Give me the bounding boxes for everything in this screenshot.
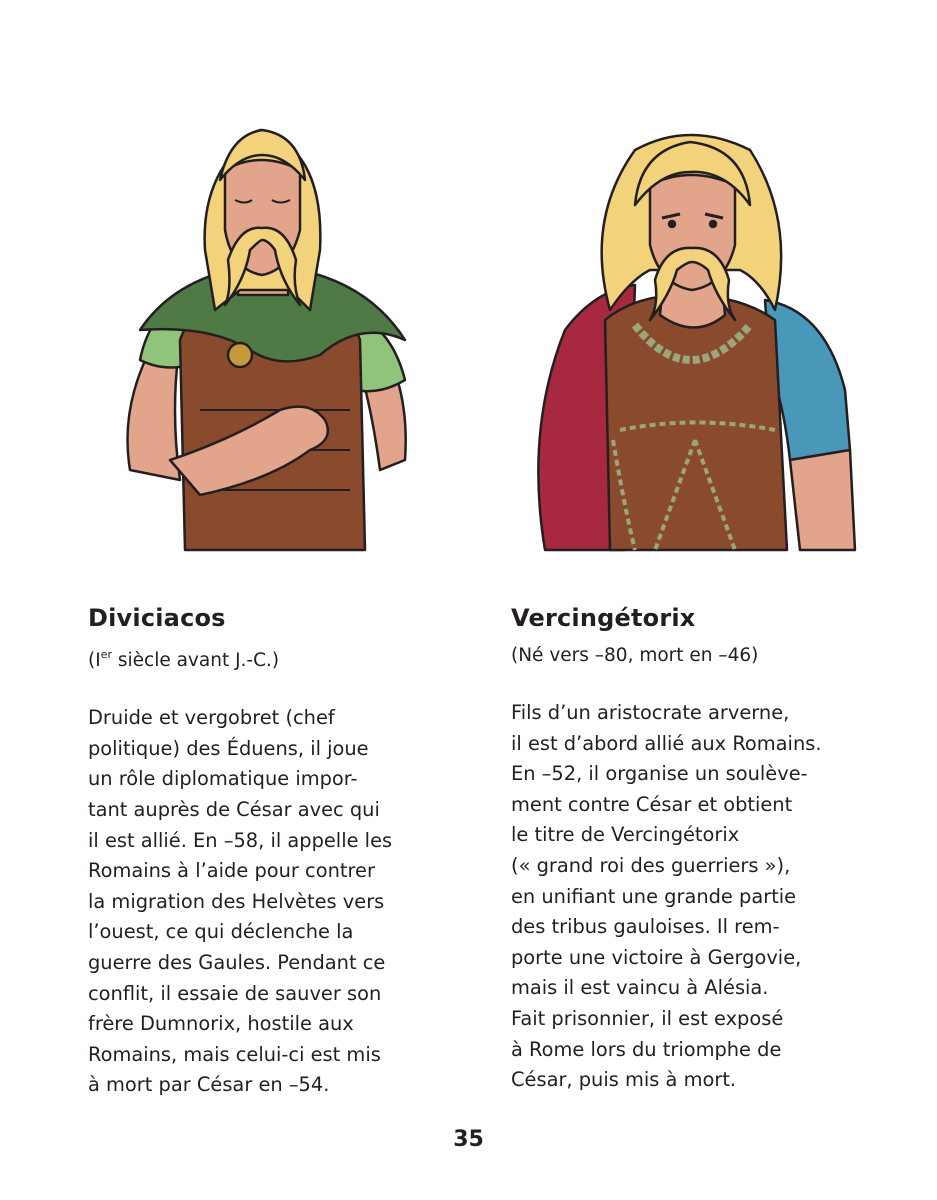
figure-body: Fils d’un aristocrate arverne, il est d’abord allié aux Romains. En –52, il organise un soulève- ment contre César et obtient le titre de Vercingétorix (« grand roi des guerriers »), en unifiant une grande partie des tribus gauloises. Il rem- porte une victoire à Gergovie, mais il est vaincu à Alésia. Fait prisonnier, il est exposé à Rome lors du triomphe de César, puis mis à mort. (511, 701, 822, 1092)
dates-prefix: (I (88, 650, 101, 672)
portrait-vercingetorix (525, 110, 860, 560)
page-number: 35 (453, 1127, 484, 1152)
dates-rest: siècle avant J.-C.) (111, 650, 280, 672)
figure-body: Druide et vergobret (chef politique) des Éduens, il joue un rôle diplomatique impor- tant auprès de César avec qui il est allié. En –58, il appelle les Romains à l’aide pour contrer la migration des Helvètes vers l’ouest, ce qui déclenche la guerre des Gaules. Pendant ce conflit, il essaie de sauver son frère Dumnorix, hostile aux Romains, mais celui-ci est mis à mort par César en –54. (88, 706, 393, 1097)
portrait-diviciacos (110, 110, 420, 560)
figure-name: Diviciacos (88, 604, 226, 632)
figure-dates: (Né vers –80, mort en –46) (511, 645, 759, 666)
figure-dates (88, 642, 458, 675)
dates-superscript: er (100, 648, 112, 661)
bio-diviciacos (88, 600, 458, 1101)
figure-name: Vercingétorix (511, 604, 696, 632)
bio-vercingetorix (511, 600, 881, 1096)
